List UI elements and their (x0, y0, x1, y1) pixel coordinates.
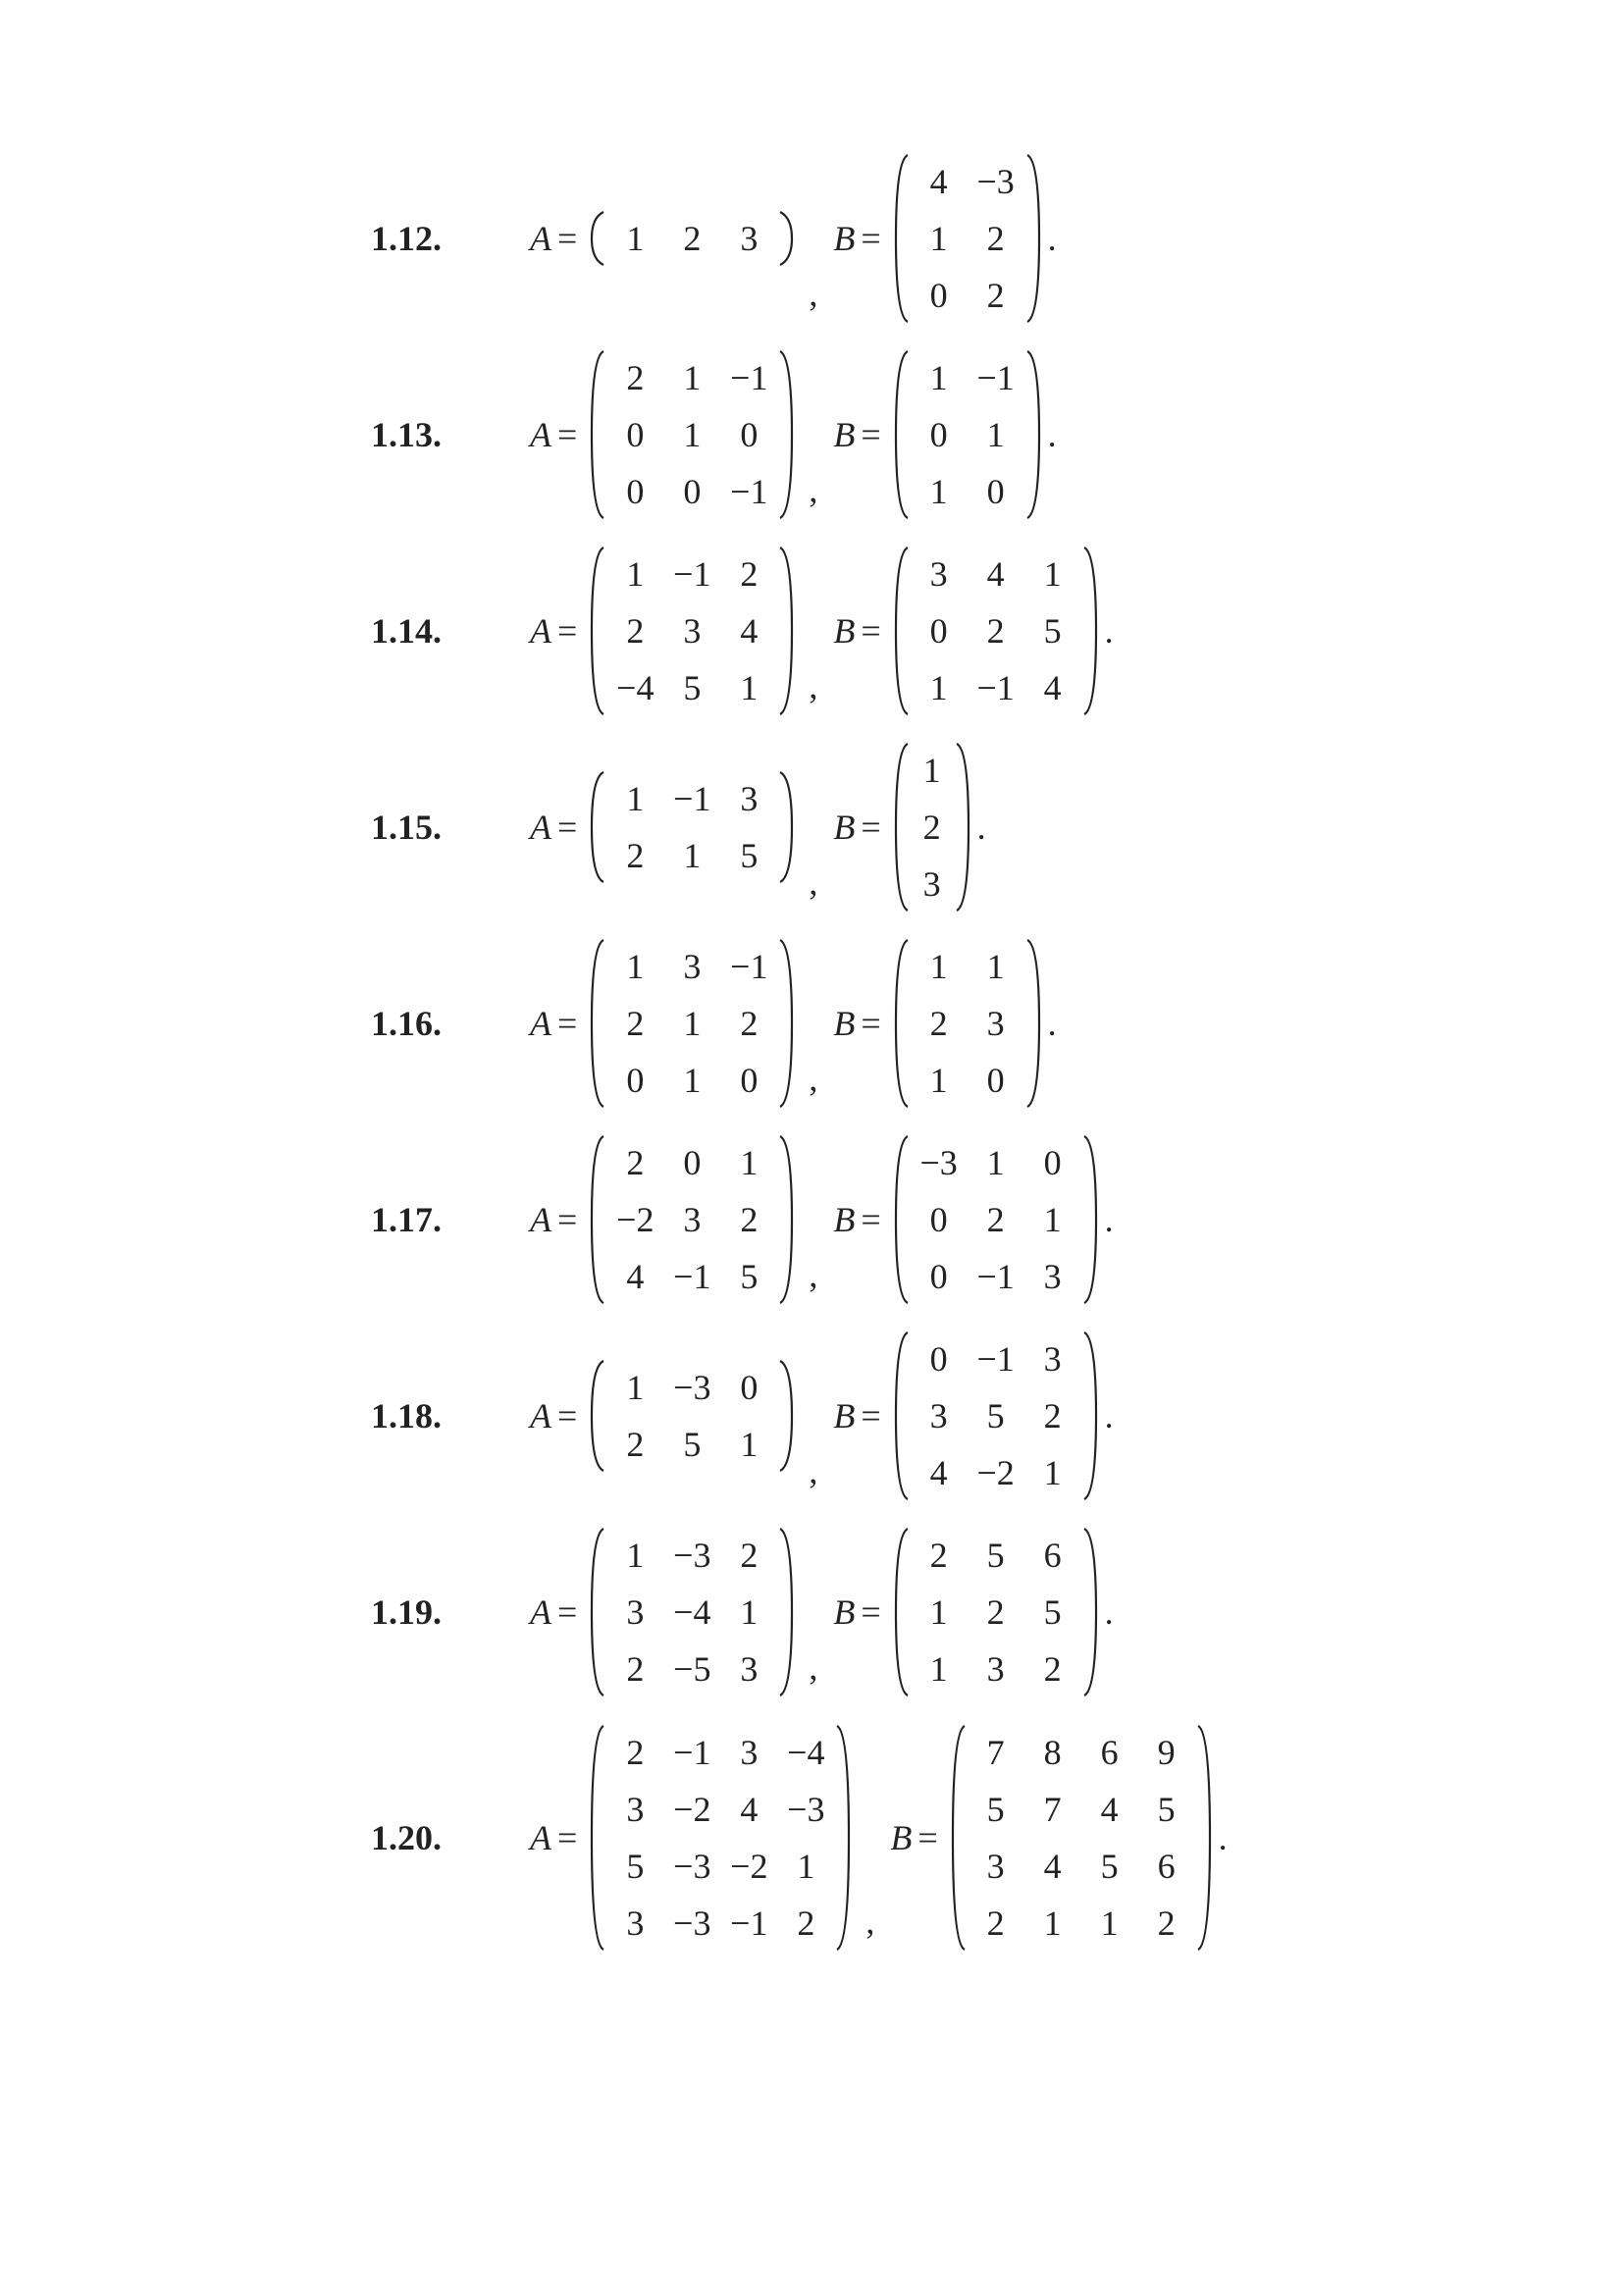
matrix-cell: 1 (626, 947, 645, 986)
matrix-b (893, 546, 1099, 716)
matrix-b (893, 153, 1042, 324)
matrix-cell: 3 (740, 1649, 759, 1689)
matrix-grid (911, 153, 1024, 324)
matrix-cell: 2 (929, 1536, 948, 1575)
matrix-cell: 2 (626, 836, 645, 875)
variable-a: A (530, 611, 551, 651)
matrix-cell: 4 (929, 162, 948, 201)
equals-sign: = (557, 1396, 578, 1435)
matrix-cell: 1 (986, 415, 1005, 454)
variable-a: A (530, 808, 551, 847)
matrix-cell: 0 (929, 1257, 948, 1296)
matrix-cell: 3 (986, 1004, 1005, 1043)
left-paren (950, 1724, 968, 1952)
matrix-cell: 0 (929, 1200, 948, 1239)
matrix-cell: 0 (683, 1143, 702, 1182)
matrix-cell: 4 (929, 1453, 948, 1492)
matrix-cell: 3 (929, 1396, 948, 1435)
matrix-cell: 1 (929, 472, 948, 511)
matrix-definitions (530, 1134, 1114, 1305)
matrix-cell: 1 (929, 219, 948, 258)
matrix-cell: 2 (1043, 1649, 1062, 1689)
left-paren (589, 1359, 606, 1473)
period: . (1047, 1004, 1057, 1043)
left-paren (589, 1134, 606, 1305)
matrix-grid (606, 1134, 777, 1305)
equals-sign: = (861, 1004, 881, 1043)
matrix-cell: 1 (683, 1004, 702, 1043)
matrix-cell: 1 (1043, 554, 1062, 594)
matrix-cell: −4 (673, 1592, 711, 1632)
matrix-cell: 1 (626, 1536, 645, 1575)
matrix-cell: 6 (1043, 1536, 1062, 1575)
matrix-cell: 1 (1100, 1904, 1119, 1943)
matrix-cell: 1 (929, 1592, 948, 1632)
matrix-b (893, 1330, 1099, 1501)
matrix-cell: 3 (1043, 1339, 1062, 1379)
matrix-cell: 1 (683, 415, 702, 454)
matrix-grid (606, 1724, 834, 1952)
matrix-cell: 1 (626, 1368, 645, 1407)
comma-separator: , (809, 1255, 818, 1294)
matrix-cell: 3 (986, 1847, 1005, 1886)
matrix-cell: 5 (986, 1396, 1005, 1435)
matrix-cell: −1 (730, 1904, 768, 1943)
comma-separator: , (809, 1059, 818, 1098)
matrix-definitions (530, 1330, 1114, 1501)
matrix-cell: 1 (740, 1143, 759, 1182)
matrix-cell: 0 (929, 276, 948, 315)
matrix-cell: 2 (986, 219, 1005, 258)
variable-a: A (530, 1592, 551, 1632)
matrix-cell: 2 (626, 1143, 645, 1182)
matrix-cell: 2 (626, 1004, 645, 1043)
matrix-cell: 3 (740, 1733, 759, 1772)
matrix-cell: −3 (787, 1790, 825, 1829)
matrix-cell: 1 (1043, 1904, 1062, 1943)
left-paren (589, 770, 606, 884)
equals-sign: = (557, 808, 578, 847)
matrix-cell: 5 (986, 1536, 1005, 1575)
matrix-cell: 0 (929, 415, 948, 454)
matrix-cell: 0 (1043, 1143, 1062, 1182)
matrix-cell: −1 (976, 668, 1015, 707)
equals-sign: = (861, 415, 881, 454)
variable-b: B (833, 808, 856, 847)
matrix-definitions (530, 546, 1114, 716)
variable-a: A (530, 219, 551, 258)
matrix-cell: 1 (797, 1847, 815, 1886)
matrix-cell: 1 (626, 779, 645, 818)
matrix-cell: 1 (740, 668, 759, 707)
matrix-cell: 3 (929, 554, 948, 594)
matrix-cell: 1 (929, 358, 948, 397)
comma-separator: , (809, 1647, 818, 1687)
period: . (1104, 1396, 1114, 1435)
variable-a: A (530, 415, 551, 454)
matrix-cell: −3 (673, 1536, 711, 1575)
variable-a: A (530, 1396, 551, 1435)
matrix-cell: 2 (1157, 1904, 1176, 1943)
equals-sign: = (861, 1592, 881, 1632)
left-paren (589, 1527, 606, 1697)
matrix-cell: 1 (1043, 1453, 1062, 1492)
right-paren (777, 1527, 795, 1697)
problem-number: 1.16. (371, 1004, 442, 1043)
right-paren (1081, 1527, 1099, 1697)
matrix-cell: 2 (922, 808, 941, 847)
matrix-grid (911, 1527, 1081, 1697)
variable-b: B (833, 1200, 856, 1239)
equals-sign: = (557, 1592, 578, 1632)
matrix-cell: 1 (929, 1649, 948, 1689)
period: . (1104, 611, 1114, 651)
matrix-cell: 4 (986, 554, 1005, 594)
left-paren (589, 349, 606, 520)
matrix-cell: 6 (1100, 1733, 1119, 1772)
matrix-cell: 5 (1100, 1847, 1119, 1886)
equals-sign: = (557, 1818, 578, 1857)
matrix-cell: 2 (797, 1904, 815, 1943)
matrix-cell: 3 (683, 1200, 702, 1239)
matrix-definitions (530, 349, 1057, 520)
matrix-cell: −1 (673, 1257, 711, 1296)
matrix-cell: 1 (683, 358, 702, 397)
right-paren (777, 349, 795, 520)
right-paren (834, 1724, 852, 1952)
matrix-cell: 2 (986, 1200, 1005, 1239)
matrix-cell: −3 (673, 1368, 711, 1407)
matrix-cell: 1 (986, 947, 1005, 986)
matrix-grid (911, 349, 1024, 520)
period: . (1218, 1818, 1228, 1857)
matrix-grid (606, 349, 777, 520)
matrix-cell: 2 (740, 554, 759, 594)
matrix-cell: 9 (1157, 1733, 1176, 1772)
variable-b: B (890, 1818, 913, 1857)
matrix-a (589, 1527, 795, 1697)
matrix-cell: 5 (1043, 611, 1062, 651)
matrix-cell: 3 (986, 1649, 1005, 1689)
matrix-cell: −3 (673, 1904, 711, 1943)
matrix-cell: −1 (730, 947, 768, 986)
matrix-cell: −2 (616, 1200, 655, 1239)
matrix-cell: 2 (626, 1733, 645, 1772)
matrix-a (589, 1359, 795, 1473)
matrix-grid (606, 210, 777, 267)
matrix-cell: 5 (740, 1257, 759, 1296)
matrix-cell: −1 (730, 472, 768, 511)
right-paren (777, 1134, 795, 1305)
matrix-cell: 5 (1157, 1790, 1176, 1829)
matrix-cell: 0 (626, 472, 645, 511)
matrix-definitions (530, 1724, 1228, 1952)
matrix-cell: 5 (986, 1790, 1005, 1829)
comma-separator: , (809, 274, 818, 313)
matrix-cell: 0 (929, 611, 948, 651)
matrix-cell: 0 (929, 1339, 948, 1379)
matrix-b (893, 742, 971, 913)
matrix-cell: 0 (683, 472, 702, 511)
matrix-cell: 2 (740, 1536, 759, 1575)
matrix-cell: 4 (1043, 1847, 1062, 1886)
problem-number: 1.17. (371, 1200, 442, 1239)
matrix-cell: 2 (626, 1649, 645, 1689)
matrix-cell: −5 (673, 1649, 711, 1689)
variable-b: B (833, 1396, 856, 1435)
problem-number: 1.12. (371, 219, 442, 258)
matrix-grid (606, 1527, 777, 1697)
matrix-cell: 0 (986, 472, 1005, 511)
variable-a: A (530, 1200, 551, 1239)
matrix-cell: 5 (740, 836, 759, 875)
problem-number: 1.14. (371, 611, 442, 651)
matrix-a (589, 770, 795, 884)
matrix-cell: 2 (986, 1592, 1005, 1632)
right-paren (1024, 938, 1042, 1109)
matrix-cell: −1 (976, 1257, 1015, 1296)
matrix-grid (606, 770, 777, 884)
variable-a: A (530, 1818, 551, 1857)
matrix-cell: 1 (986, 1143, 1005, 1182)
equals-sign: = (557, 219, 578, 258)
right-paren (777, 1359, 795, 1473)
left-paren (893, 153, 911, 324)
matrix-cell: −1 (673, 779, 711, 818)
equals-sign: = (557, 611, 578, 651)
matrix-cell: 5 (683, 1425, 702, 1464)
matrix-cell: 7 (1043, 1790, 1062, 1829)
right-paren (1081, 1134, 1099, 1305)
right-paren (777, 938, 795, 1109)
left-paren (589, 210, 606, 267)
matrix-grid (911, 1330, 1081, 1501)
right-paren (777, 546, 795, 716)
matrix-definitions (530, 742, 986, 913)
period: . (1104, 1200, 1114, 1239)
right-paren (1081, 546, 1099, 716)
matrix-cell: 0 (626, 1061, 645, 1100)
matrix-grid (606, 546, 777, 716)
matrix-cell: 4 (1100, 1790, 1119, 1829)
matrix-cell: 0 (626, 415, 645, 454)
equals-sign: = (917, 1818, 938, 1857)
matrix-cell: 2 (929, 1004, 948, 1043)
matrix-grid (911, 546, 1081, 716)
left-paren (893, 938, 911, 1109)
matrix-b (893, 1134, 1099, 1305)
matrix-cell: 5 (683, 668, 702, 707)
matrix-cell: −4 (787, 1733, 825, 1772)
matrix-a (589, 1724, 852, 1952)
matrix-cell: 4 (740, 611, 759, 651)
variable-b: B (833, 1004, 856, 1043)
equals-sign: = (861, 1200, 881, 1239)
left-paren (589, 1724, 606, 1952)
matrix-cell: 6 (1157, 1847, 1176, 1886)
right-paren (777, 210, 795, 267)
period: . (1047, 219, 1057, 258)
matrix-grid (911, 742, 954, 913)
matrix-cell: 1 (1043, 1200, 1062, 1239)
matrix-cell: −3 (919, 1143, 958, 1182)
comma-separator: , (809, 470, 818, 509)
matrix-a (589, 938, 795, 1109)
matrix-cell: 0 (740, 1368, 759, 1407)
matrix-cell: 3 (1043, 1257, 1062, 1296)
left-paren (589, 546, 606, 716)
matrix-cell: 1 (626, 219, 645, 258)
matrix-cell: 7 (986, 1733, 1005, 1772)
matrix-cell: 1 (683, 1061, 702, 1100)
matrix-cell: 3 (626, 1790, 645, 1829)
matrix-cell: −1 (673, 1733, 711, 1772)
matrix-cell: −2 (673, 1790, 711, 1829)
period: . (976, 808, 986, 847)
matrix-a (589, 546, 795, 716)
problem-number: 1.18. (371, 1396, 442, 1435)
problem-number: 1.15. (371, 808, 442, 847)
equals-sign: = (557, 1200, 578, 1239)
matrix-cell: 5 (1043, 1592, 1062, 1632)
matrix-cell: 1 (929, 947, 948, 986)
matrix-cell: −2 (730, 1847, 768, 1886)
right-paren (954, 742, 971, 913)
left-paren (893, 546, 911, 716)
matrix-cell: 1 (922, 751, 941, 790)
matrix-cell: 3 (683, 611, 702, 651)
equals-sign: = (557, 415, 578, 454)
comma-separator: , (809, 862, 818, 902)
matrix-cell: 8 (1043, 1733, 1062, 1772)
matrix-cell: 1 (683, 836, 702, 875)
matrix-cell: 1 (929, 668, 948, 707)
matrix-cell: 3 (626, 1904, 645, 1943)
left-paren (893, 1134, 911, 1305)
equals-sign: = (557, 1004, 578, 1043)
matrix-cell: −3 (673, 1847, 711, 1886)
matrix-cell: 4 (1043, 668, 1062, 707)
comma-separator: , (809, 1451, 818, 1490)
matrix-a (589, 349, 795, 520)
matrix-cell: 3 (740, 779, 759, 818)
right-paren (1081, 1330, 1099, 1501)
matrix-cell: 1 (740, 1425, 759, 1464)
matrix-b (893, 349, 1042, 520)
matrix-cell: 1 (740, 1592, 759, 1632)
variable-b: B (833, 1592, 856, 1632)
matrix-cell: 0 (740, 415, 759, 454)
matrix-cell: 5 (626, 1847, 645, 1886)
matrix-cell: 2 (986, 1904, 1005, 1943)
variable-b: B (833, 415, 856, 454)
comma-separator: , (809, 666, 818, 705)
matrix-cell: 2 (986, 611, 1005, 651)
period: . (1047, 415, 1057, 454)
left-paren (893, 1330, 911, 1501)
matrix-grid (606, 1359, 777, 1473)
matrix-cell: 1 (626, 554, 645, 594)
matrix-grid (911, 1134, 1081, 1305)
matrix-a (589, 1134, 795, 1305)
matrix-definitions (530, 938, 1057, 1109)
variable-b: B (833, 219, 856, 258)
equals-sign: = (861, 1396, 881, 1435)
period: . (1104, 1592, 1114, 1632)
matrix-definitions (530, 1527, 1114, 1697)
matrix-cell: −1 (673, 554, 711, 594)
left-paren (893, 742, 911, 913)
matrix-cell: −2 (976, 1453, 1015, 1492)
matrix-cell: 2 (986, 276, 1005, 315)
matrix-cell: 3 (626, 1592, 645, 1632)
matrix-cell: 0 (986, 1061, 1005, 1100)
left-paren (893, 1527, 911, 1697)
matrix-cell: 4 (740, 1790, 759, 1829)
matrix-cell: −1 (730, 358, 768, 397)
matrix-cell: 2 (740, 1200, 759, 1239)
matrix-cell: 2 (626, 611, 645, 651)
matrix-cell: 3 (922, 864, 941, 904)
equals-sign: = (861, 611, 881, 651)
matrix-grid (968, 1724, 1195, 1952)
matrix-cell: 2 (626, 358, 645, 397)
matrix-cell: 4 (626, 1257, 645, 1296)
comma-separator: , (865, 1902, 875, 1941)
matrix-cell: −4 (616, 668, 655, 707)
variable-a: A (530, 1004, 551, 1043)
matrix-cell: 1 (929, 1061, 948, 1100)
matrix-a (589, 210, 795, 267)
matrix-b (893, 1527, 1099, 1697)
problem-number: 1.20. (371, 1818, 442, 1857)
matrix-cell: −1 (976, 358, 1015, 397)
matrix-cell: 0 (740, 1061, 759, 1100)
right-paren (1024, 349, 1042, 520)
matrix-cell: −1 (976, 1339, 1015, 1379)
matrix-cell: 3 (683, 947, 702, 986)
equals-sign: = (861, 219, 881, 258)
left-paren (893, 349, 911, 520)
right-paren (777, 770, 795, 884)
matrix-cell: 3 (740, 219, 759, 258)
problem-number: 1.13. (371, 415, 442, 454)
matrix-cell: 2 (740, 1004, 759, 1043)
left-paren (589, 938, 606, 1109)
right-paren (1024, 153, 1042, 324)
matrix-cell: 2 (683, 219, 702, 258)
matrix-cell: 2 (626, 1425, 645, 1464)
right-paren (1195, 1724, 1213, 1952)
matrix-cell: 2 (1043, 1396, 1062, 1435)
matrix-grid (911, 938, 1024, 1109)
problem-number: 1.19. (371, 1592, 442, 1632)
matrix-b (893, 938, 1042, 1109)
matrix-b (950, 1724, 1213, 1952)
variable-b: B (833, 611, 856, 651)
matrix-definitions (530, 153, 1057, 324)
matrix-grid (606, 938, 777, 1109)
equals-sign: = (861, 808, 881, 847)
matrix-cell: −3 (976, 162, 1015, 201)
